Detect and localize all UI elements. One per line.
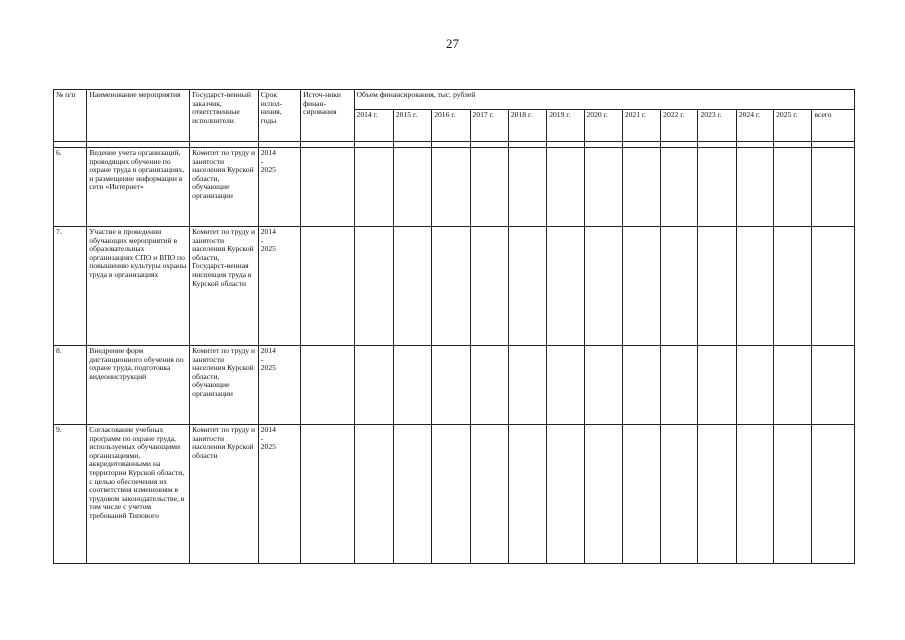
table-row: [54, 346, 855, 425]
header-year: 2022 г.: [661, 110, 698, 142]
header-year: 2023 г.: [698, 110, 736, 142]
row-num: 7.: [54, 227, 87, 346]
header-year: 2016 г.: [432, 110, 470, 142]
term-start: 2014: [260, 346, 276, 355]
row-term: [258, 346, 300, 425]
row-name: Ведение учета организаций, проводящих обучение по охране труда в организациях, и размещение информации в сети «Интернет»: [87, 148, 190, 227]
row-customer: Комитет по труду и занятости населения Курской области, Государст-венная инспекция труда в Курской области: [190, 227, 259, 346]
row-num: 6.: [54, 148, 87, 227]
row-num: 9.: [54, 425, 87, 564]
row-num: 8.: [54, 346, 87, 425]
row-customer: Комитет по труду и занятости населения Курской области, обучающие организации: [190, 346, 259, 425]
header-source: Источ-ники финан-сирования: [301, 90, 354, 142]
funding-table: [53, 89, 855, 564]
term-end: 2025: [260, 244, 276, 254]
header-year: 2019 г.: [547, 110, 584, 142]
header-year: 2020 г.: [584, 110, 622, 142]
row-source: [301, 227, 354, 346]
term-end: 2025: [260, 363, 276, 373]
term-dash: -: [260, 354, 264, 364]
row-name: Участие в проведении обучающих мероприятий в образовательных организациях СПО и ВПО по повышению культуры охраны труда в организациях: [87, 227, 190, 346]
table-row: [54, 227, 855, 346]
term-dash: -: [260, 433, 264, 443]
table-row: [54, 148, 855, 227]
term-start: 2014: [260, 227, 276, 236]
term-dash: -: [260, 156, 264, 166]
header-customer: Государст-венный заказчик, ответственные исполнители: [190, 90, 259, 142]
term-start: 2014: [260, 148, 276, 157]
row-term: [258, 425, 300, 564]
header-year: 2014 г.: [354, 110, 393, 142]
term-start: 2014: [260, 425, 276, 434]
row-term: [258, 148, 300, 227]
term-end: 2025: [260, 165, 276, 175]
row-source: [301, 346, 354, 425]
page-number: 27: [446, 36, 459, 51]
term-end: 2025: [260, 442, 276, 452]
row-source: [301, 148, 354, 227]
header-year: 2015 г.: [393, 110, 431, 142]
table-row: [54, 425, 855, 564]
header-num: № п/п: [54, 90, 87, 142]
header-year: 2018 г.: [508, 110, 546, 142]
header-name: Наименование мероприятия: [87, 90, 190, 142]
row-name: Согласование учебных программ по охране труда, используемых обучающими организациями, аккредитованными на территории Курской области, с целью обеспечения их соответствия изменениям в трудовом законодательстве, в том числе с учетом требований Типового: [87, 425, 190, 564]
row-term: [258, 227, 300, 346]
row-name: Внедрение форм дистанционного обучения по охране труда, подготовка видеоинструкций: [87, 346, 190, 425]
header-year: 2021 г.: [622, 110, 660, 142]
row-customer: Комитет по труду и занятости населения Курской области, обучающие организации: [190, 148, 259, 227]
term-dash: -: [260, 235, 264, 245]
header-year: 2024 г.: [736, 110, 773, 142]
header-total: всего: [812, 110, 855, 142]
header-term: Срок испол-нения, годы: [258, 90, 300, 142]
header-year: 2017 г.: [470, 110, 508, 142]
row-source: [301, 425, 354, 564]
row-customer: Комитет по труду и занятости населения Курской области: [190, 425, 259, 564]
header-year: 2025 г.: [774, 110, 812, 142]
header-funding: Объем финансирования, тыс. рублей: [354, 90, 854, 110]
